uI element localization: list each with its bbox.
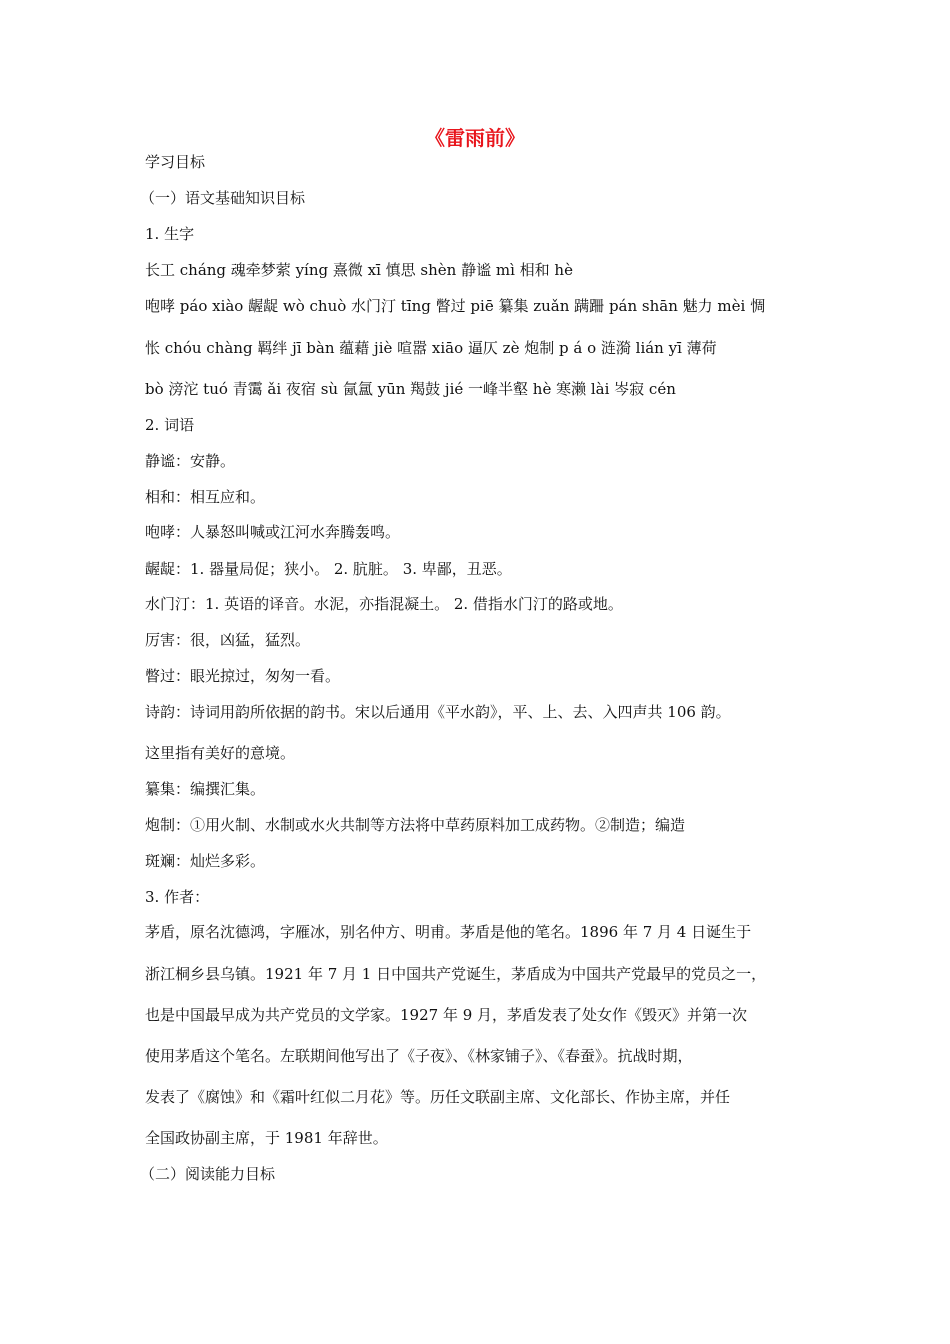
- section-heading-2: （二）阅读能力目标: [140, 1165, 276, 1183]
- word-definition: 水门汀：1. 英语的译音。水泥，亦指混凝土。 2. 借指水门汀的路或地。: [145, 595, 623, 613]
- characters-line: 咆哮 páo xiào 龌龊 wò chuò 水门汀 tīng 瞥过 piē 纂集 zuǎn 蹒跚 pán shān 魅力 mèi 惆: [145, 297, 766, 315]
- subheading-words: 2. 词语: [145, 416, 195, 434]
- word-definition: 龌龊：1. 器量局促；狭小。 2. 肮脏。 3. 卑鄙，丑恶。: [145, 560, 512, 578]
- heading-learning-goals: 学习目标: [145, 153, 206, 171]
- word-definition: 这里指有美好的意境。: [145, 744, 296, 762]
- word-definition: 相和：相互应和。: [145, 488, 266, 506]
- word-definition: 纂集：编撰汇集。: [145, 780, 266, 798]
- characters-line: 长工 cháng 魂牵梦萦 yíng 熹微 xī 慎思 shèn 静谧 mì 相和 hè: [145, 261, 573, 279]
- author-paragraph-line: 浙江桐乡县乌镇。1921 年 7 月 1 日中国共产党诞生，茅盾成为中国共产党最早的党员之一，: [145, 965, 767, 983]
- characters-line: 怅 chóu chàng 羁绊 jī bàn 蕴藉 jiè 喧嚣 xiāo 逼仄 zè 炮制 p á o 涟漪 lián yī 薄荷: [145, 339, 717, 357]
- word-definition: 斑斓：灿烂多彩。: [145, 852, 266, 870]
- word-definition: 诗韵：诗词用韵所依据的韵书。宋以后通用《平水韵》，平、上、去、入四声共 106 韵。: [145, 703, 731, 721]
- word-definition: 厉害：很，凶猛，猛烈。: [145, 631, 311, 649]
- word-definition: 静谧：安静。: [145, 452, 236, 470]
- document-title: 《雷雨前》: [425, 126, 525, 150]
- characters-line: bò 滂沱 tuó 青霭 ǎi 夜宿 sù 氤氲 yūn 羯鼓 jié 一峰半壑 hè 寒濑 lài 岑寂 cén: [145, 380, 676, 398]
- subheading-author: 3. 作者：: [145, 888, 210, 906]
- subheading-characters: 1. 生字: [145, 225, 195, 243]
- word-definition: 瞥过：眼光掠过，匆匆一看。: [145, 667, 341, 685]
- author-paragraph-line: 发表了《腐蚀》和《霜叶红似二月花》等。历任文联副主席、文化部长、作协主席，并任: [145, 1088, 731, 1106]
- author-paragraph-line: 也是中国最早成为共产党员的文学家。1927 年 9 月，茅盾发表了处女作《毁灭》并第一次: [145, 1006, 748, 1024]
- word-definition: 炮制：①用火制、水制或水火共制等方法将中草药原料加工成药物。②制造；编造: [145, 816, 686, 834]
- author-paragraph-line: 使用茅盾这个笔名。左联期间他写出了《子夜》、《林家铺子》、《春蚕》。抗战时期，: [145, 1047, 693, 1065]
- author-paragraph-line: 茅盾，原名沈德鸿，字雁冰，别名仲方、明甫。茅盾是他的笔名。1896 年 7 月 4 日诞生于: [145, 923, 752, 941]
- word-definition: 咆哮：人暴怒叫喊或江河水奔腾轰鸣。: [145, 523, 401, 541]
- author-paragraph-line: 全国政协副主席，于 1981 年辞世。: [145, 1129, 388, 1147]
- section-heading-1: （一）语文基础知识目标: [140, 189, 306, 207]
